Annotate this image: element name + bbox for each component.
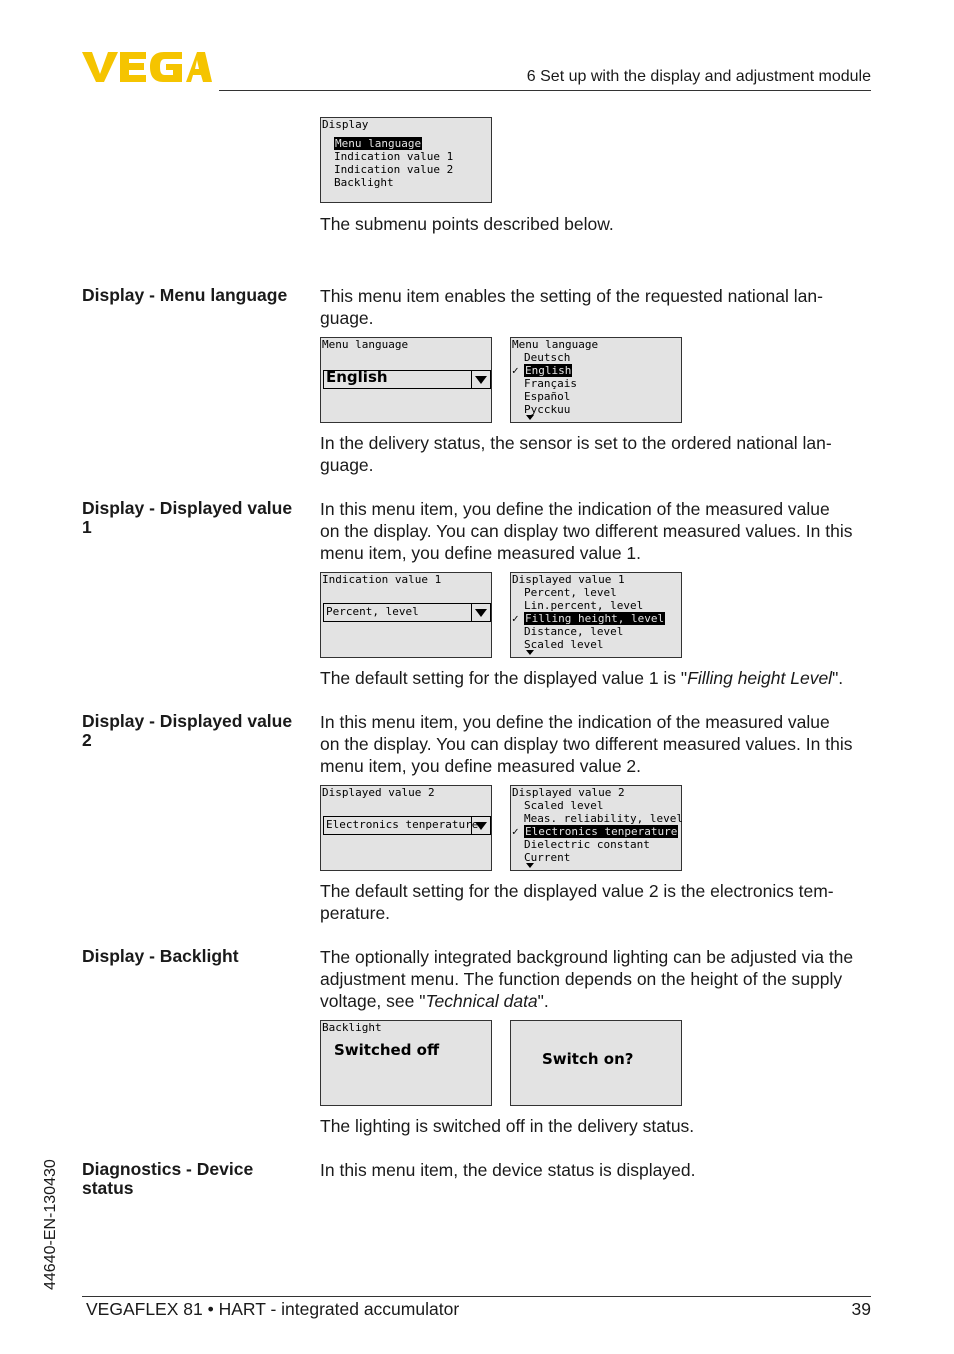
lcd-item: Indication value 1	[334, 150, 454, 163]
lcd-title: Display	[322, 118, 369, 131]
footer-rule	[82, 1296, 871, 1297]
label-displayed-value-2	[82, 712, 310, 750]
text-line: guage.	[320, 308, 374, 328]
lcd-item: Lin.percent, level	[524, 599, 644, 612]
lcd-item: Current	[524, 851, 571, 864]
lcd-title: Displayed value 2	[512, 786, 625, 799]
lcd-item: Dielectric constant	[524, 838, 650, 851]
intro-text: The submenu points described below.	[320, 214, 614, 234]
scroll-down-icon	[526, 415, 534, 420]
text-italic: Technical data	[425, 991, 538, 1011]
lcd-title: Indication value 1	[322, 573, 442, 586]
lcd-value: Switch on?	[542, 1050, 634, 1068]
lcd-item: Pycckuu	[524, 403, 571, 416]
text-displayed-value-2	[320, 711, 875, 777]
page-number: 39	[851, 1299, 871, 1319]
text-line: In this menu item, you define the indication of the measured value	[320, 499, 830, 519]
lcd-item: Deutsch	[524, 351, 571, 364]
text-menu-language	[320, 285, 875, 329]
lcd-language-select	[320, 337, 492, 423]
vega-logo	[82, 50, 212, 84]
check-icon: ✓	[512, 825, 519, 838]
text-line: adjustment menu. The function depends on the height of the supply	[320, 969, 843, 989]
label-line: Display - Displayed value	[82, 711, 293, 731]
check-icon: ✓	[512, 612, 519, 625]
text-span: voltage, see "	[320, 991, 426, 1011]
label-line: 2	[82, 730, 92, 750]
dropdown-arrow-icon	[471, 817, 490, 834]
lcd-item: Distance, level	[524, 625, 624, 638]
footer-product: VEGAFLEX 81 • HART - integrated accumulator	[86, 1299, 460, 1319]
text-span: ".	[832, 668, 844, 688]
lcd-item: Español	[524, 390, 571, 403]
lcd-item-selected: Electronics tenperature	[525, 825, 678, 838]
text-diagnostics: In this menu item, the device status is displayed.	[320, 1160, 696, 1180]
text-value1-default	[320, 667, 875, 689]
lcd-value: Switched off	[334, 1041, 440, 1059]
lcd-item: Backlight	[334, 176, 394, 189]
text-line: perature.	[320, 903, 391, 923]
scroll-down-icon	[526, 863, 534, 868]
section-header: 6 Set up with the display and adjustment module	[526, 68, 871, 85]
lcd-item-selected: Menu language	[335, 137, 422, 150]
text-line: on the display. You can display two different measured values. In this	[320, 734, 853, 754]
lcd-item: Meas. reliability, level	[524, 812, 683, 825]
label-diagnostics	[82, 1160, 310, 1198]
text-line: This menu item enables the setting of the requested national lan-	[320, 286, 823, 306]
lcd-display-menu	[320, 117, 492, 203]
lcd-item: Percent, level	[524, 586, 617, 599]
text-line: The optionally integrated background lighting can be adjusted via the	[320, 947, 854, 967]
text-backlight	[320, 946, 875, 1012]
lcd-indication1-list	[510, 572, 682, 658]
lcd-item: Scaled level	[524, 638, 604, 651]
label-displayed-value-1	[82, 499, 310, 537]
label-line: 1	[82, 517, 92, 537]
dropdown	[323, 370, 491, 389]
scroll-down-icon	[526, 650, 534, 655]
text-language-default	[320, 432, 875, 476]
lcd-backlight-prompt	[510, 1020, 682, 1106]
text-displayed-value-1	[320, 498, 875, 564]
lcd-item: Scaled level	[524, 799, 604, 812]
text-span: ".	[537, 991, 549, 1011]
lcd-backlight-status	[320, 1020, 492, 1106]
text-italic: Filling height Level	[687, 668, 833, 688]
text-line: menu item, you define measured value 2.	[320, 756, 642, 776]
lcd-title: Backlight	[322, 1021, 382, 1034]
label-line: Display - Displayed value	[82, 498, 293, 518]
header-rule	[219, 90, 871, 91]
lcd-title: Displayed value 1	[512, 573, 625, 586]
dropdown-arrow-icon	[471, 604, 490, 621]
lcd-title: Menu language	[512, 338, 599, 351]
text-line: guage.	[320, 455, 374, 475]
check-icon: ✓	[512, 364, 519, 377]
lcd-item: Français	[524, 377, 577, 390]
document-id: 44640-EN-130430	[42, 1159, 59, 1290]
text-line: In this menu item, you define the indication of the measured value	[320, 712, 830, 732]
text-line: menu item, you define measured value 1.	[320, 543, 642, 563]
text-span: The default setting for the displayed value 1 is "	[320, 668, 688, 688]
label-backlight: Display - Backlight	[82, 946, 239, 966]
lcd-item: Indication value 2	[334, 163, 454, 176]
dropdown-value: Electronics tenperature	[326, 818, 479, 831]
text-line: In the delivery status, the sensor is set to the ordered national lan-	[320, 433, 832, 453]
text-line	[320, 990, 875, 1012]
text-value2-default	[320, 880, 875, 924]
dropdown-value: English	[326, 368, 388, 386]
lcd-indication1-select	[320, 572, 492, 658]
label-line: status	[82, 1178, 134, 1198]
dropdown-arrow-icon	[471, 371, 490, 388]
lcd-indication2-select	[320, 785, 492, 871]
label-menu-language: Display - Menu language	[82, 285, 288, 305]
label-line: Diagnostics - Device	[82, 1159, 254, 1179]
lcd-indication2-list	[510, 785, 682, 871]
dropdown	[323, 603, 491, 622]
lcd-item-selected: English	[525, 364, 572, 377]
text-line: The default setting for the displayed value 2 is the electronics tem-	[320, 881, 834, 901]
text-backlight-note: The lighting is switched off in the delivery status.	[320, 1116, 695, 1136]
text-line: on the display. You can display two different measured values. In this	[320, 521, 853, 541]
dropdown-value: Percent, level	[326, 605, 419, 618]
lcd-item-selected: Filling height, level	[525, 612, 665, 625]
dropdown	[323, 816, 491, 835]
lcd-title: Menu language	[322, 338, 409, 351]
lcd-language-list	[510, 337, 682, 423]
lcd-title: Displayed value 2	[322, 786, 435, 799]
